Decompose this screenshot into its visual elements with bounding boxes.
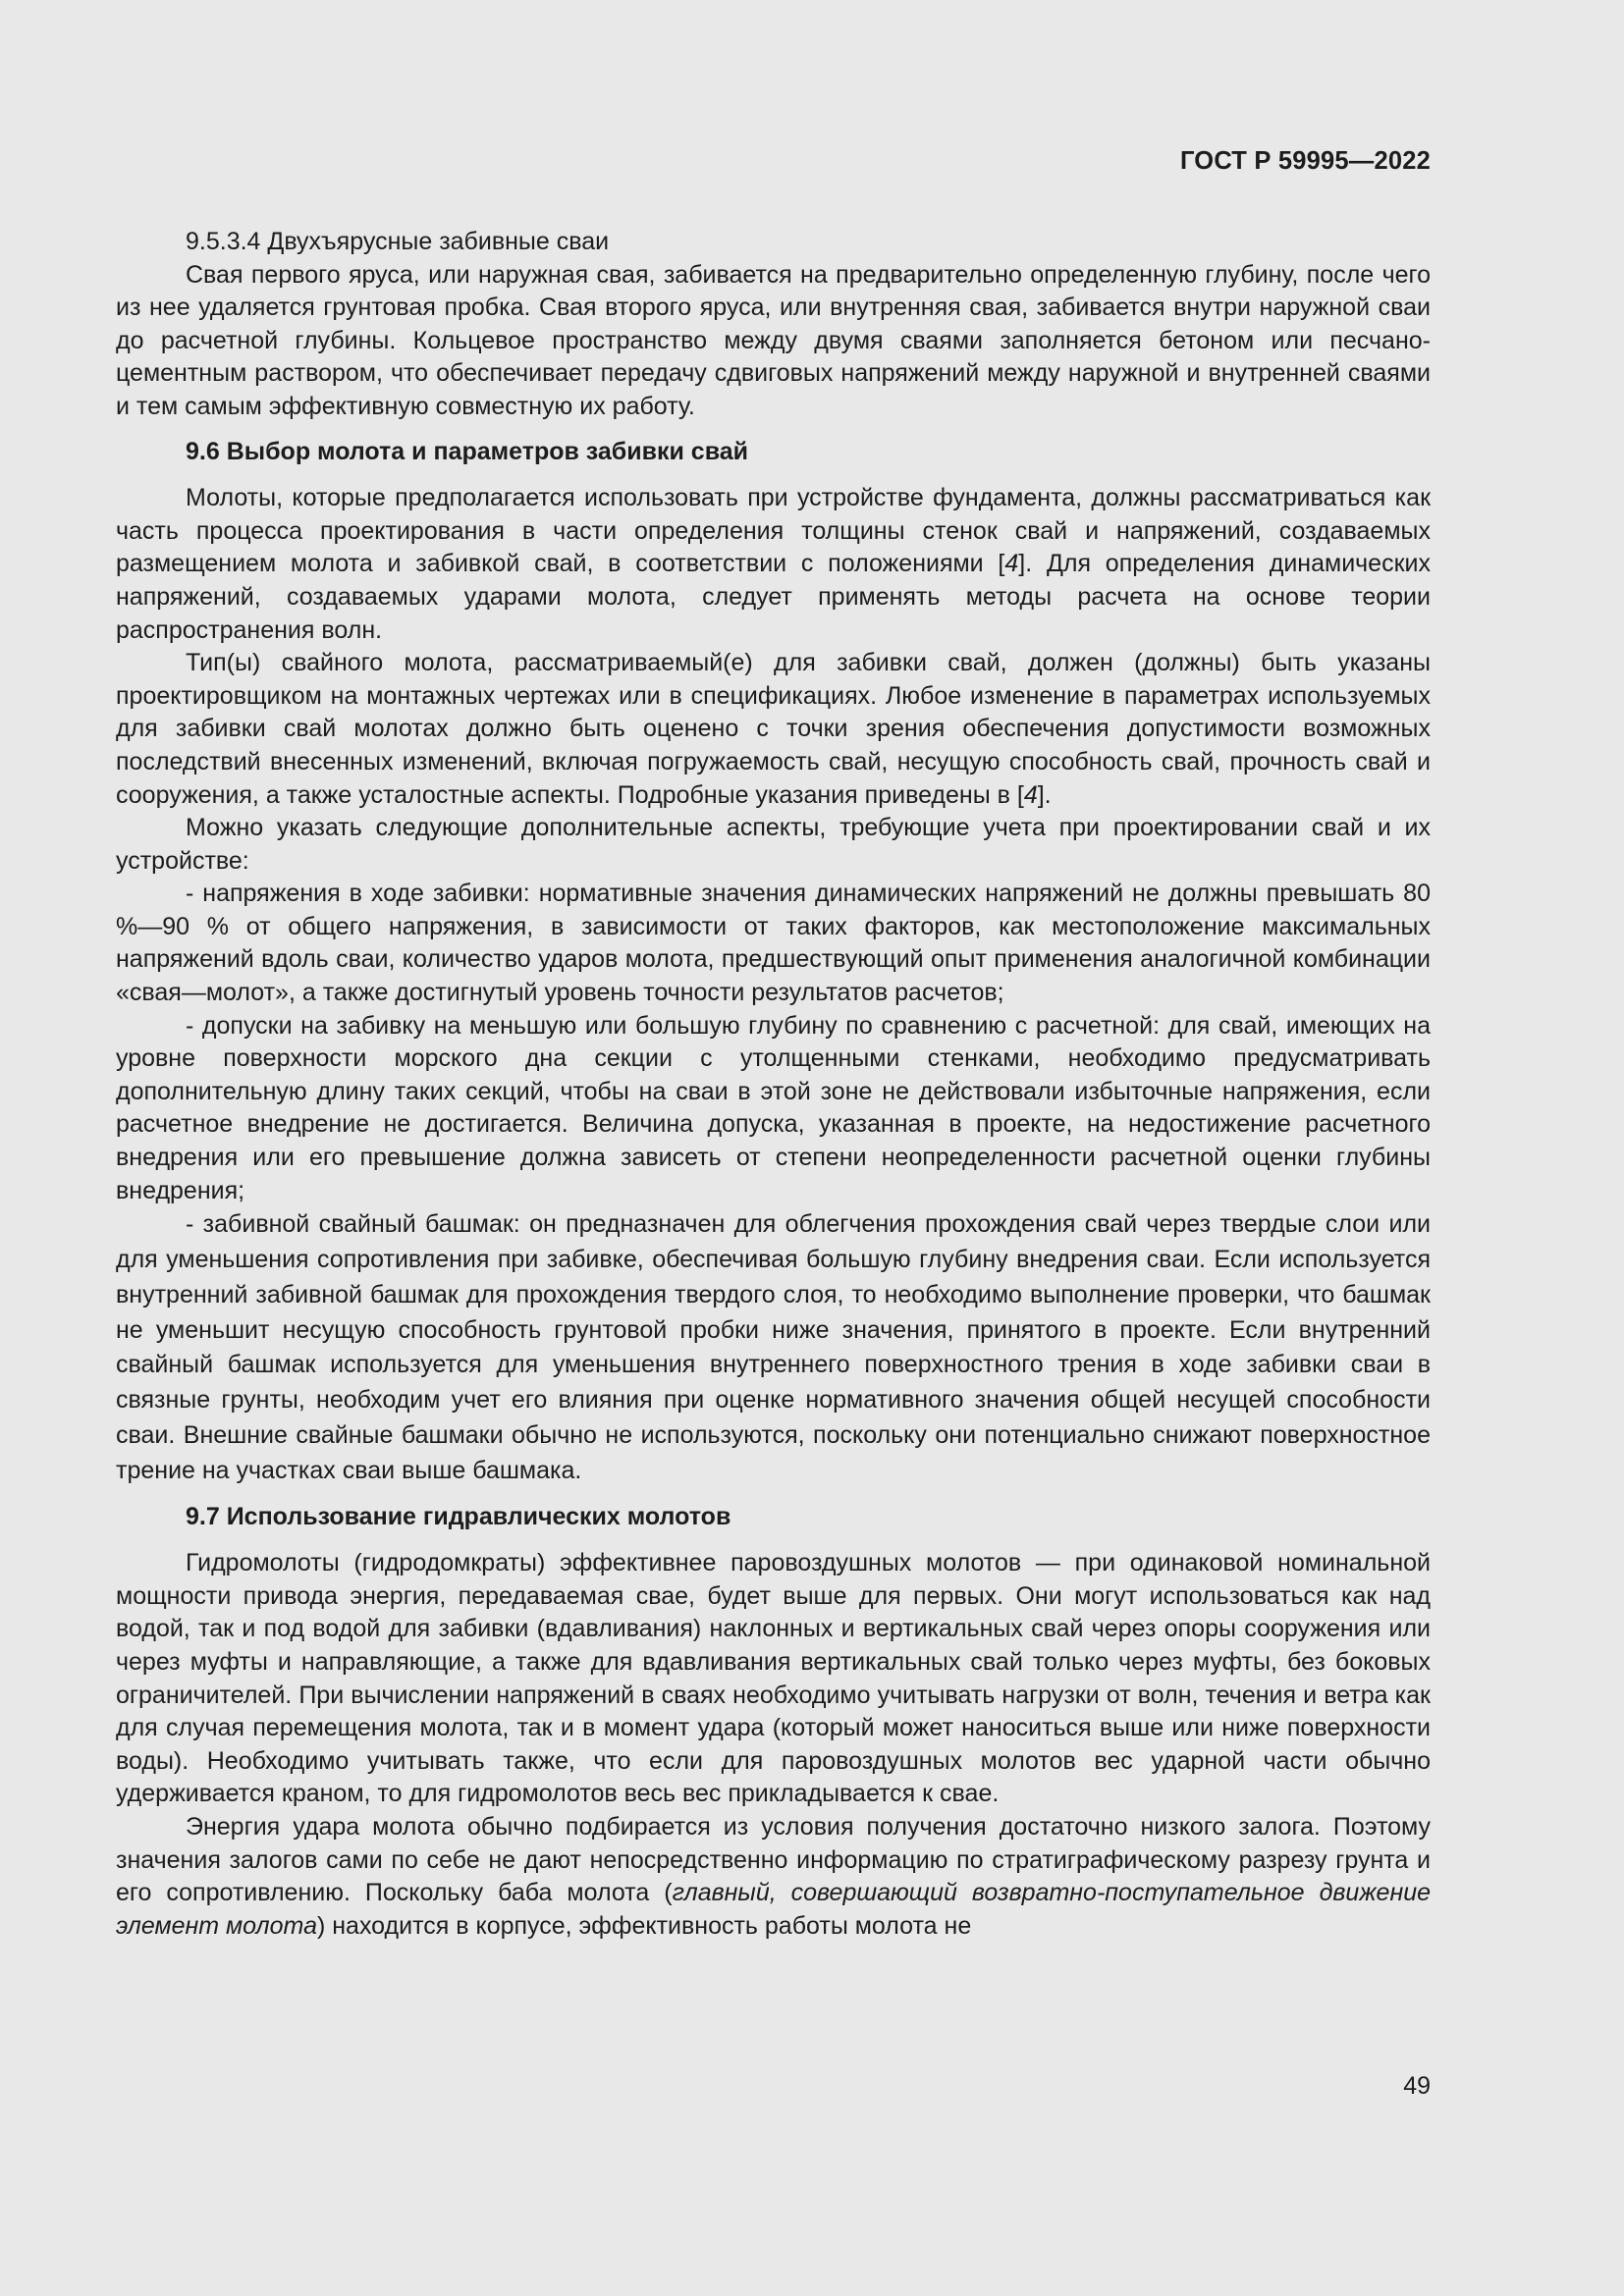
paragraph: Энергия удара молота обычно подбирается из условия получения достаточно низкого залога. Поэтому значения залогов сами по себе не дают непосредственно информацию по стратиграфическому разрезу грунта и его сопротивлению. Поскольку баба молота (главный, совершающий возвратно-поступательное движение элемент молота) находится в корпусе, эффективность работы молота не: [116, 1812, 1432, 1940]
document-id-header: ГОСТ Р 59995—2022: [1179, 147, 1431, 175]
paragraph: Можно указать следующие дополнительные аспекты, требующие учета при проектировании свай и их устройстве:: [116, 814, 1431, 875]
page-number: 49: [1403, 2072, 1431, 2100]
paragraph: Молоты, которые предполагается использовать при устройстве фундамента, должны рассматриваться как часть процесса проектирования в части определения толщины стенок свай и напряжений, создаваемых размещением молота и забивкой свай, в соответствии с положениями [4]. Для определения динамических напряжений, создаваемых ударами молота, следует применять методы расчета на основе теории распространения волн.: [116, 484, 1431, 644]
paragraph: Свая первого яруса, или наружная свая, забивается на предварительно определенную глубину, после чего из нее удаляется грунтовая пробка. Свая второго яруса, или внутренняя свая, забивается внутри наружной сваи до расчетной глубины. Кольцевое пространство между двумя сваями заполняется бетоном или песчано-цементным раствором, что обеспечивает передачу сдвиговых напряжений между наружной и внутренней сваями и тем самым эффективную совместную их работу.: [116, 260, 1431, 420]
section-9-7-heading: 9.7 Использование гидравлических молотов: [186, 1502, 731, 1530]
italic-definition: главный, совершающий возвратно-поступательное движение элемент молота: [116, 1879, 1432, 1940]
paragraph: Гидромолоты (гидродомкраты) эффективнее паровоздушных молотов — при одинаковой номинальной мощности привода энергия, передаваемая свае, будет выше для первых. Они могут использоваться как над водой, так и под водой для забивки (вдавливания) наклонных и вертикальных свай через опоры сооружения или через муфты и направляющие, а также для вдавливания вертикальных свай только через муфты, без боковых ограничителей. При вычислении напряжений в сваях необходимо учитывать нагрузки от волн, течения и ветра как для случая перемещения молота, так и в момент удара (который может наноситься выше или ниже поверхности воды). Необходимо учитывать также, что если для паровоздушных молотов вес ударной части обычно удерживается краном, то для гидромолотов весь вес прикладывается к свае.: [116, 1549, 1431, 1808]
reference-link: 4: [1004, 550, 1019, 578]
page-content: [116, 226, 1431, 1943]
reference-link: 4: [1023, 780, 1038, 809]
section-9-6-heading: 9.6 Выбор молота и параметров забивки свай: [186, 437, 749, 465]
paragraph: Тип(ы) свайного молота, рассматриваемый(е) для забивки свай, должен (должны) быть указаны проектировщиком на монтажных чертежах или в спецификациях. Любое изменение в параметрах используемых для забивки свай молотах должно быть оценено с точки зрения обеспечения допустимости возможных последствий внесенных изменений, включая погружаемость свай, несущую способность свай, прочность свай и сооружения, а также усталостные аспекты. Подробные указания приведены в [4].: [116, 649, 1431, 809]
list-item: - допуски на забивку на меньшую или большую глубину по сравнению с расчетной: для свай, имеющих на уровне поверхности морского дна секции с утолщенными стенками, необходимо предусматривать дополнительную длину таких секций, чтобы на сваи в этой зоне не действовали избыточные напряжения, если расчетное внедрение не достигается. Величина допуска, указанная в проекте, на недостижение расчетного внедрения или его превышение должна зависеть от степени неопределенности расчетной оценки глубины внедрения;: [116, 1011, 1431, 1204]
list-item: - забивной свайный башмак: он предназначен для облегчения прохождения свай через твердые слои или для уменьшения сопротивления при забивке, обеспечивая большую глубину внедрения сваи. Если используется внутренний забивной башмак для прохождения твердого слоя, то необходимо выполнение проверки, что башмак не уменьшит несущую способность грунтовой пробки ниже значения, принятого в проекте. Если внутренний свайный башмак используется для уменьшения внутреннего поверхностного трения в ходе забивки сваи в связные грунты, необходим учет его влияния при оценке нормативного значения общей несущей способности сваи. Внешние свайные башмаки обычно не используются, поскольку они потенциально снижают поверхностное трение на участках сваи выше башмака.: [116, 1210, 1431, 1484]
list-item: - напряжения в ходе забивки: нормативные значения динамических напряжений не должны превышать 80 %—90 % от общего напряжения, в зависимости от таких факторов, как местоположение максимальных напряжений вдоль сваи, количество ударов молота, предшествующий опыт применения аналогичной комбинации «свая—молот», а также достигнутый уровень точности результатов расчетов;: [116, 880, 1431, 1007]
section-9-5-3-4-title: 9.5.3.4 Двухъярусные забивные сваи: [186, 228, 610, 255]
